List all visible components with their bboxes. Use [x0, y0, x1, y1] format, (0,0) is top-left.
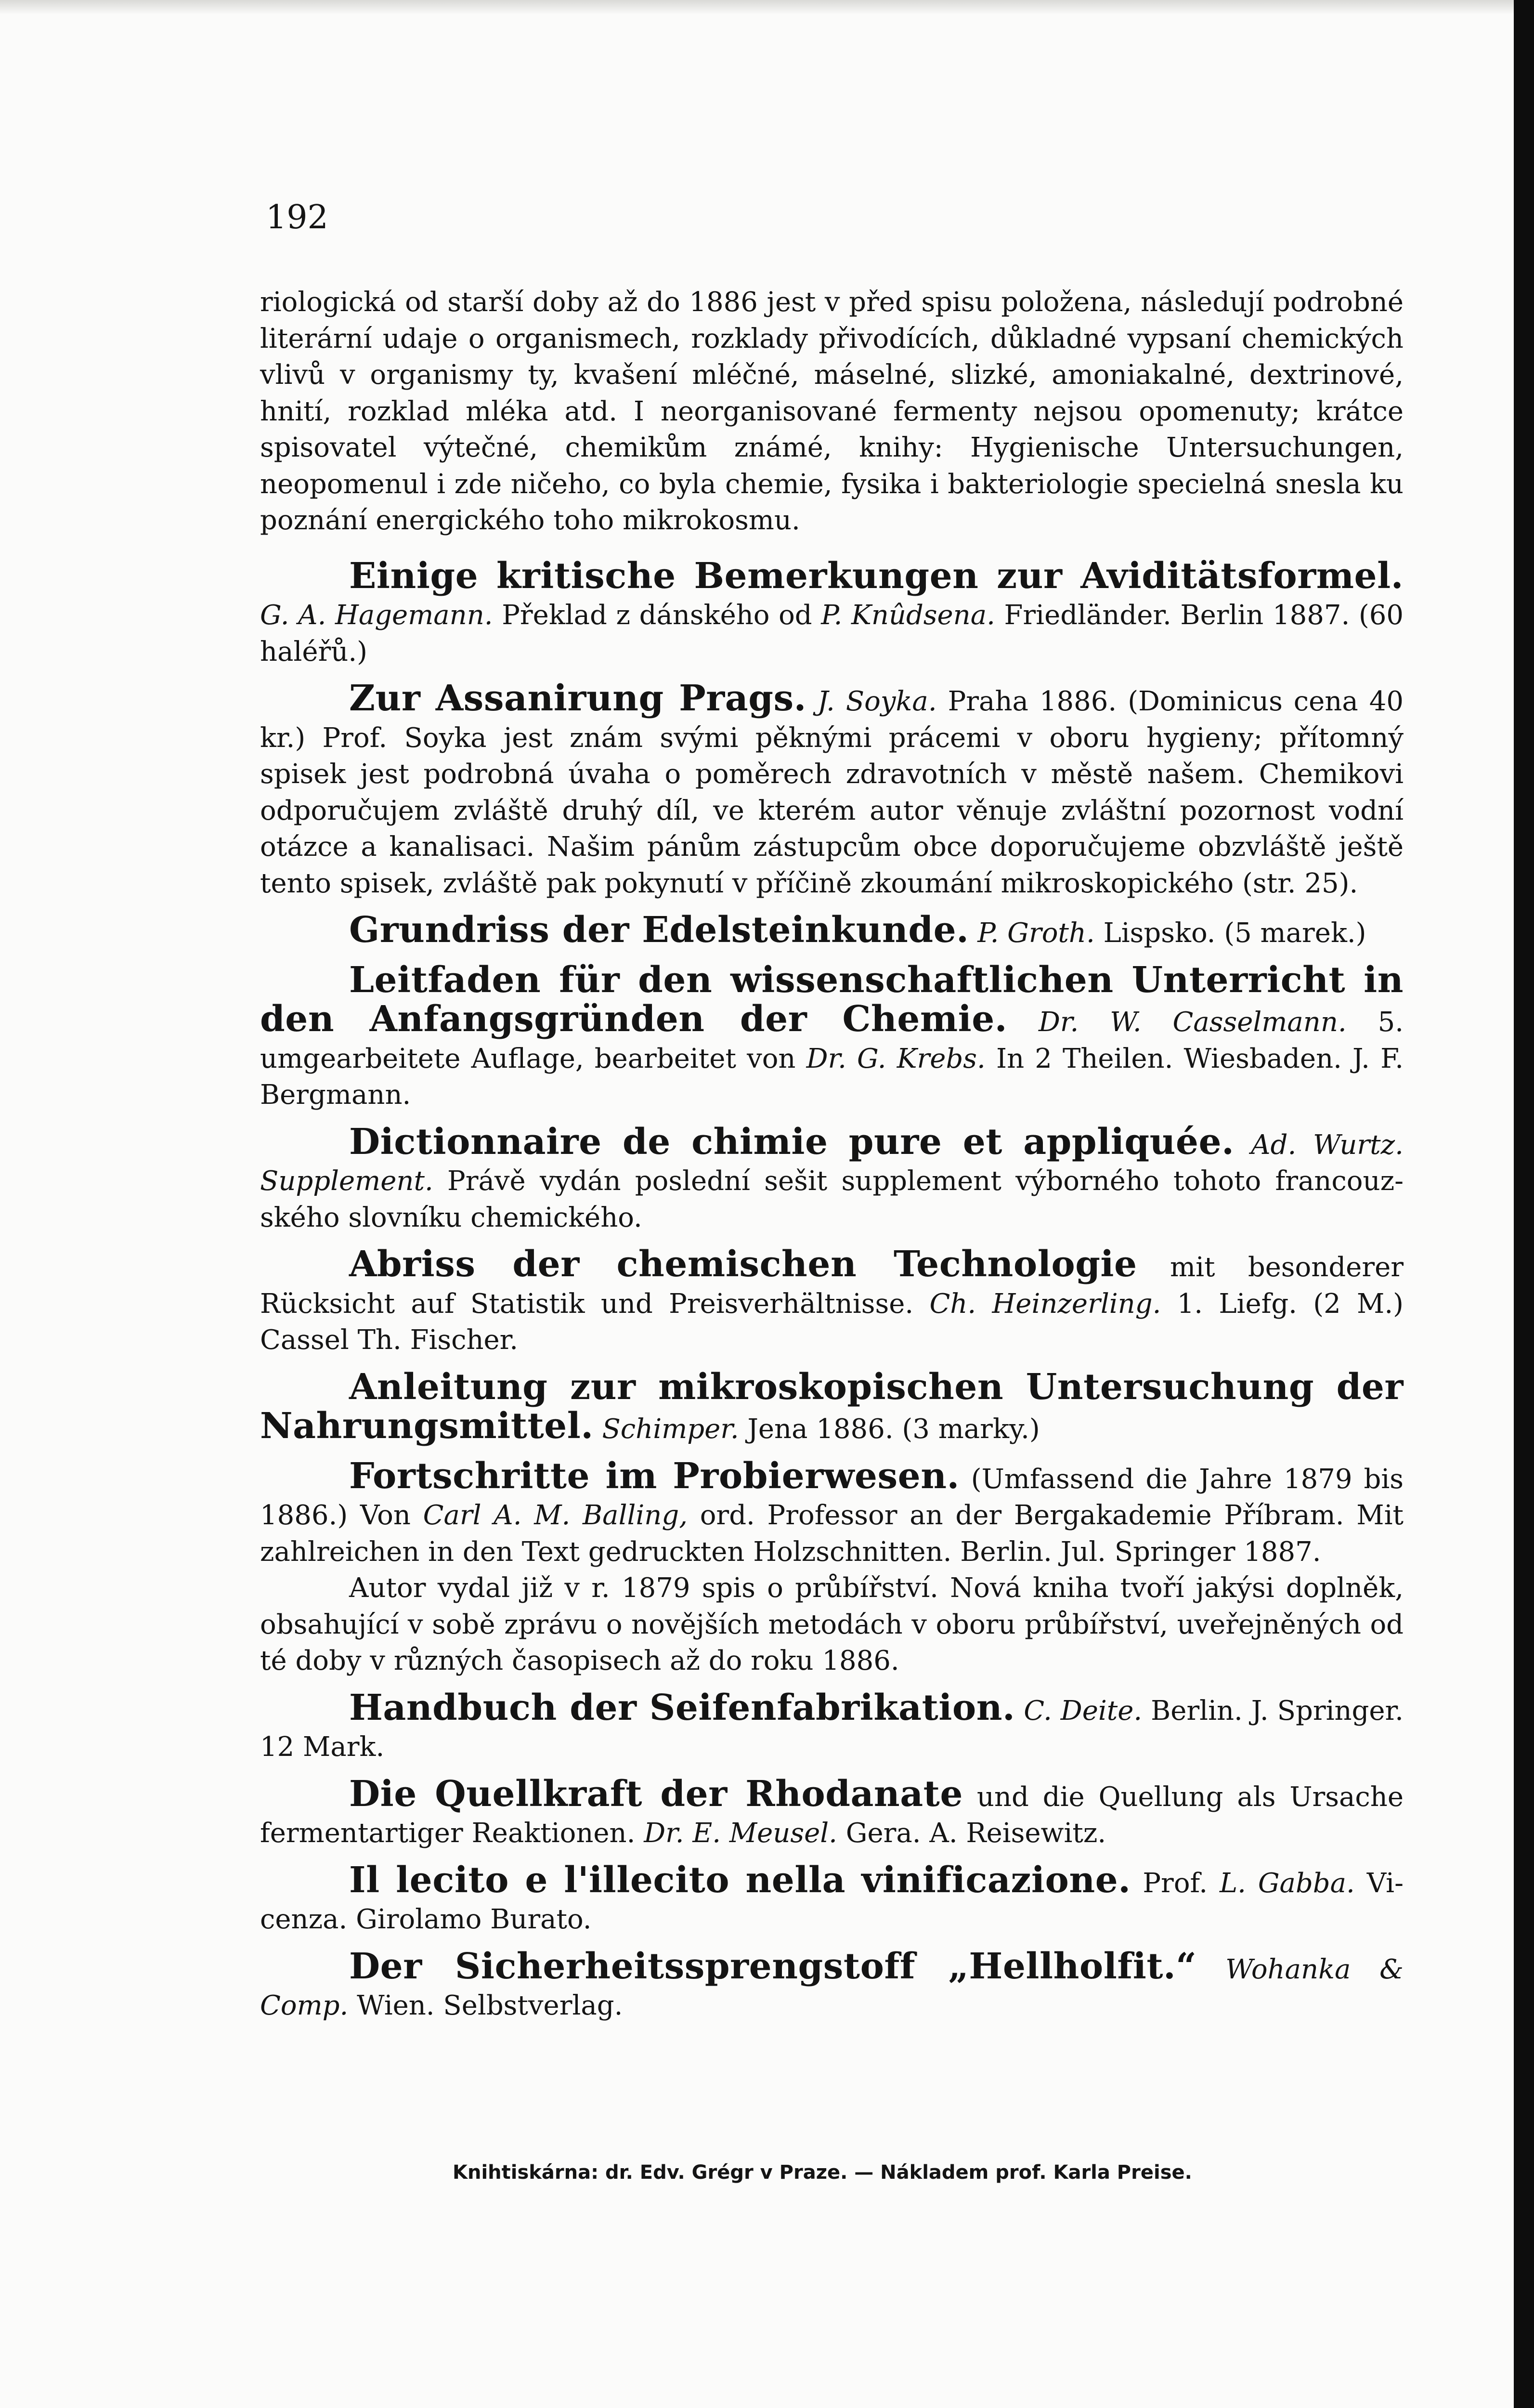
entry-text: Prof.	[1131, 1867, 1220, 1899]
scan-right-border	[1514, 0, 1534, 2408]
entry-title: Einige kritische Bemerkungen zur Aviditätsformel.	[349, 555, 1404, 597]
entry-11	[260, 1859, 1404, 1938]
entry-text: Překlad z dánského od	[493, 600, 821, 631]
entry-author-2: L. Gabba.	[1219, 1867, 1355, 1899]
entry-author: Wohanka & Comp.	[260, 1953, 1404, 2021]
page-body	[260, 284, 1404, 2035]
entry-title: Leitfaden für den wissenschaftlichen Unterricht in den Anfangsgründen der Chemie.	[260, 959, 1404, 1040]
entry-title: Zur Assanirung Prags.	[349, 678, 806, 719]
entry-text: Praha 1886. (Dominicus cena 40 kr.) Prof. Soyka jest znám svými pěknými prácemi v oboru hygieny; přítomný spisek jest podrobná úvaha o poměrech zdravotních v městě našem. Chemikovi odporučujem zvláště druhý díl, ve kterém autor věnuje zvláštní pozornost vodní otázce a kanalisaci. Našim pánům zástupcům obce doporučujeme obzvláště ještě tento spisek, zvláště pak pokynutí v příčině zkoumání mikroskopického (str. 25).	[260, 686, 1404, 899]
entry-author: P. Groth.	[977, 917, 1095, 949]
entry-5	[260, 1121, 1404, 1236]
entry-title: Die Quellkraft der Rhodanate	[349, 1773, 963, 1815]
entry-title: Anleitung zur mikroskopischen Untersuchung der Nahrungsmittel.	[260, 1366, 1404, 1447]
entry-author: Ad. Wurtz. Supplement.	[260, 1129, 1404, 1197]
entry-title: Handbuch der Seifenfabrikation.	[349, 1687, 1015, 1728]
printer-imprint: Knihtiskárna: dr. Edv. Grégr v Praze. — Nákladem prof. Karla Preise.	[453, 2161, 1192, 2184]
entry-author: G. A. Hagemann.	[260, 600, 493, 631]
entry-8	[260, 1455, 1404, 1570]
entry-text: Lispsko. (5 marek.)	[1094, 917, 1366, 949]
entry-title: Abriss der chemischen Technologie	[349, 1243, 1137, 1285]
entry-text: mit besonderer Rücksicht auf Statistik und Preisverhältnisse.	[260, 1252, 1404, 1320]
entry-author: Dr. W. Casselmann.	[1038, 1007, 1347, 1038]
scan-top-shadow	[0, 0, 1514, 14]
entry-text-2: Vicenza. Girolamo Burato.	[260, 1867, 1404, 1935]
entry-author-2: Ch. Heinzerling.	[929, 1288, 1161, 1320]
entry-text: Jena 1886. (3 marky.)	[739, 1413, 1040, 1445]
entry-author-2: P. Knûdsena.	[821, 600, 995, 631]
entry-4	[260, 959, 1404, 1113]
entry-text-2: 1. Liefg. (2 M.) Cassel Th. Fischer.	[260, 1288, 1404, 1356]
entry-author: C. Deite.	[1024, 1695, 1143, 1727]
entry-7	[260, 1366, 1404, 1448]
entry-title: Il lecito e l'illecito nella vinificazione.	[349, 1859, 1131, 1901]
entry-author-2: Dr. E. Meusel.	[644, 1818, 837, 1849]
entry-title: Der Sicherheitssprengstoff „Hellholfit.“	[349, 1945, 1197, 1987]
entry-text-2: Gera. A. Reisewitz.	[837, 1818, 1106, 1849]
entry-text: Berlin. J. Springer. 12 Mark.	[260, 1695, 1404, 1763]
entry-text: 5. umgearbeitete Auflage, bearbeitet von	[260, 1007, 1404, 1074]
entry-3	[260, 909, 1404, 952]
entry-author-2: Dr. G. Krebs.	[806, 1043, 986, 1074]
entry-text-2: Friedländer. Berlin 1887. (60 haléřů.)	[260, 600, 1404, 667]
entry-title: Grundriss der Edelsteinkunde.	[349, 909, 969, 951]
intro-paragraph: riologická od starší doby až do 1886 jest v před spisu položena, následují podrobné literární udaje o organismech, rozklady přivodících, důkladné vypsaní chemických vlivů v organismy ty, kvašení mléčné, máselné, slizké, amoniakalné, dextrinové, hnití, rozklad mléka atd. I neorganisované fermenty nejsou opomenuty; krátce spisovatel výtečné, chemikům známé, knihy: Hygienische Untersuchungen, neopomenul i zde ničeho, co byla chemie, fysika i bakteriologie specielná snesla ku poznání energického toho mikrokosmu.	[260, 287, 1404, 536]
entry-text: Wien. Selbstverlag.	[348, 1990, 623, 2021]
entry-text-2: ord. Professor an der Bergakademie Příbram. Mit zahlreichen in den Text gedruckten Holzschnitten. Berlin. Jul. Springer 1887.	[260, 1500, 1404, 1568]
entry-8-note	[260, 1570, 1404, 1679]
entry-title: Dictionnaire de chimie pure et appliquée.	[349, 1121, 1235, 1163]
entry-title: Fortschritte im Probierwesen.	[349, 1455, 960, 1497]
entry-note-text: Autor vydal již v r. 1879 spis o průbířství. Nová kniha tvoří jakýsi doplněk, obsahující v sobě zprávu o novějších metodách v oboru průbířství, uveřejněných od té doby v různých časopisech až do roku 1886.	[260, 1572, 1404, 1676]
entry-text: Právě vydán poslední sešit supplement výborného tohoto francouzského slovníku chemického.	[260, 1165, 1404, 1233]
entry-text-2: In 2 Theilen. Wiesbaden. J. F. Bergmann.	[260, 1043, 1404, 1111]
entry-10	[260, 1773, 1404, 1852]
entry-9	[260, 1687, 1404, 1766]
entry-1	[260, 555, 1404, 670]
entry-2	[260, 678, 1404, 902]
entry-author-2: Carl A. M. Balling,	[423, 1500, 688, 1531]
page-number: 192	[266, 198, 328, 236]
entry-12	[260, 1945, 1404, 2024]
entry-author: J. Soyka.	[817, 686, 937, 717]
entry-text: (Umfassend die Jahre 1879 bis 1886.) Von	[260, 1463, 1404, 1531]
entry-6	[260, 1243, 1404, 1359]
entry-text: und die Quellung als Ursache fermentartiger Reaktionen.	[260, 1781, 1404, 1849]
entry-author: Schimper.	[602, 1413, 739, 1445]
